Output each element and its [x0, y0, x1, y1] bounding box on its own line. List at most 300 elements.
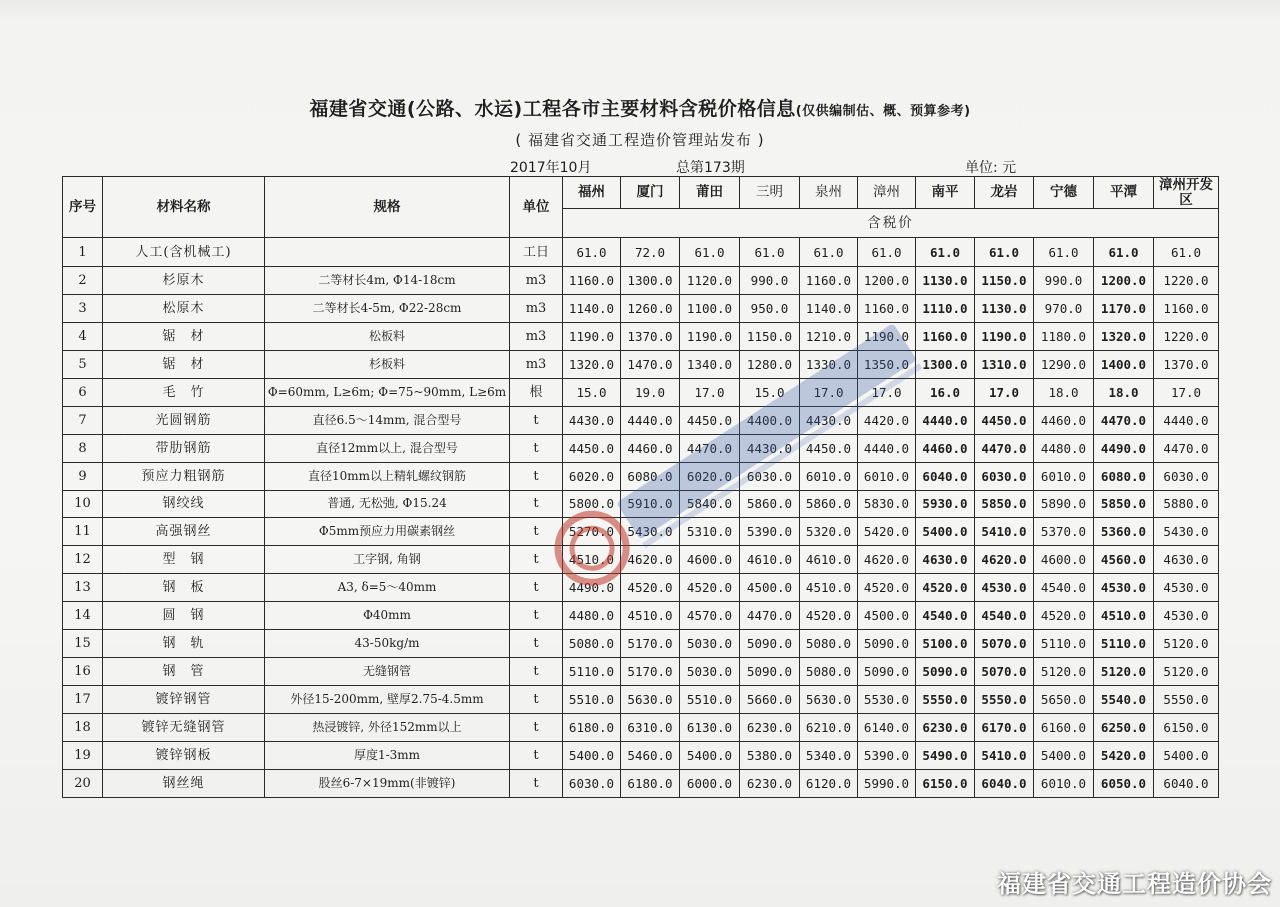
material-spec: A3, δ=5～40mm — [265, 574, 510, 602]
row-index: 11 — [63, 518, 103, 546]
price-cell: 5120.0 — [1154, 630, 1219, 658]
row-index: 20 — [63, 769, 103, 797]
price-cell: 6140.0 — [858, 714, 916, 742]
price-cell: 5090.0 — [916, 658, 975, 686]
header-city: 漳州 — [858, 177, 916, 209]
price-cell: 1160.0 — [916, 322, 975, 350]
price-cell: 6010.0 — [1034, 769, 1094, 797]
material-name: 镀锌钢板 — [103, 741, 265, 769]
price-cell: 4470.0 — [680, 434, 740, 462]
price-cell: 6230.0 — [740, 769, 800, 797]
material-unit: 工日 — [510, 238, 563, 267]
price-cell: 4540.0 — [916, 602, 975, 630]
document-subtitle: ( 福建省交通工程造价管理站发布 ) — [515, 131, 765, 149]
title-main: 福建省交通(公路、水运)工程各市主要材料含税价格信息 — [309, 98, 796, 120]
material-name: 光圆钢筋 — [103, 406, 265, 434]
material-spec: 工字钢, 角钢 — [265, 546, 510, 574]
material-spec: 杉板料 — [265, 350, 510, 378]
price-cell: 990.0 — [1034, 267, 1094, 295]
price-cell: 1320.0 — [563, 350, 621, 378]
price-cell: 4630.0 — [916, 546, 975, 574]
row-index: 17 — [63, 686, 103, 714]
price-cell: 4540.0 — [1034, 574, 1094, 602]
header-city: 三明 — [740, 177, 800, 209]
material-spec: 二等材长4m, Φ14-18cm — [265, 267, 510, 295]
price-cell: 1150.0 — [740, 322, 800, 350]
material-name: 钢丝绳 — [103, 769, 265, 797]
price-cell: 1170.0 — [1094, 294, 1154, 322]
price-cell: 4620.0 — [621, 546, 680, 574]
material-unit: t — [510, 741, 563, 769]
price-cell: 5630.0 — [621, 686, 680, 714]
table-row — [63, 490, 1219, 518]
price-cell: 4500.0 — [858, 602, 916, 630]
row-index: 18 — [63, 714, 103, 742]
price-cell: 6150.0 — [1154, 714, 1219, 742]
price-cell: 4560.0 — [1094, 546, 1154, 574]
price-cell: 1320.0 — [1094, 322, 1154, 350]
table-row — [63, 434, 1219, 462]
table-row — [63, 238, 1219, 267]
price-cell: 4490.0 — [1094, 434, 1154, 462]
price-cell: 5860.0 — [800, 490, 858, 518]
price-cell: 5120.0 — [1154, 658, 1219, 686]
row-index: 12 — [63, 546, 103, 574]
price-cell: 4630.0 — [1154, 546, 1219, 574]
price-cell: 5930.0 — [916, 490, 975, 518]
price-cell: 6180.0 — [621, 769, 680, 797]
price-cell: 4520.0 — [1034, 602, 1094, 630]
header-city: 福州 — [563, 177, 621, 209]
header-city: 宁德 — [1034, 177, 1094, 209]
price-cell: 5850.0 — [1094, 490, 1154, 518]
price-cell: 950.0 — [740, 294, 800, 322]
price-cell: 5460.0 — [621, 741, 680, 769]
price-cell: 61.0 — [1034, 238, 1094, 267]
price-cell: 1330.0 — [800, 350, 858, 378]
price-cell: 4460.0 — [916, 434, 975, 462]
price-cell: 4450.0 — [680, 406, 740, 434]
price-cell: 5860.0 — [740, 490, 800, 518]
header-unit: 单位 — [510, 177, 563, 238]
price-cell: 1200.0 — [1094, 267, 1154, 295]
price-cell: 5080.0 — [800, 658, 858, 686]
price-cell: 1160.0 — [858, 294, 916, 322]
material-spec: 厚度1-3mm — [265, 741, 510, 769]
price-cell: 6210.0 — [800, 714, 858, 742]
price-cell: 5120.0 — [1094, 658, 1154, 686]
price-cell: 61.0 — [975, 238, 1034, 267]
material-unit: t — [510, 546, 563, 574]
price-cell: 5420.0 — [1094, 741, 1154, 769]
price-cell: 1190.0 — [680, 322, 740, 350]
row-index: 13 — [63, 574, 103, 602]
row-index: 10 — [63, 490, 103, 518]
price-cell: 5380.0 — [740, 741, 800, 769]
price-cell: 1470.0 — [621, 350, 680, 378]
price-cell: 5110.0 — [1034, 630, 1094, 658]
row-index: 1 — [63, 238, 103, 267]
table-row — [63, 322, 1219, 350]
price-cell: 6230.0 — [916, 714, 975, 742]
price-cell: 61.0 — [800, 238, 858, 267]
price-cell: 1310.0 — [975, 350, 1034, 378]
price-cell: 6310.0 — [621, 714, 680, 742]
material-spec: Φ5mm预应力用碳素钢丝 — [265, 518, 510, 546]
price-cell: 1160.0 — [1154, 294, 1219, 322]
price-cell: 4460.0 — [1034, 406, 1094, 434]
table-row — [63, 630, 1219, 658]
price-cell: 4470.0 — [1094, 406, 1154, 434]
price-cell: 6010.0 — [800, 462, 858, 490]
price-cell: 5270.0 — [563, 518, 621, 546]
price-cell: 1140.0 — [800, 294, 858, 322]
price-cell: 4600.0 — [1034, 546, 1094, 574]
price-cell: 4620.0 — [975, 546, 1034, 574]
price-cell: 61.0 — [1154, 238, 1219, 267]
price-cell: 5530.0 — [858, 686, 916, 714]
material-unit: t — [510, 406, 563, 434]
price-cell: 5320.0 — [800, 518, 858, 546]
material-spec: 直径12mm以上, 混合型号 — [265, 434, 510, 462]
table-row — [63, 741, 1219, 769]
price-cell: 4470.0 — [740, 602, 800, 630]
table-row — [63, 462, 1219, 490]
material-name: 杉原木 — [103, 267, 265, 295]
price-cell: 1150.0 — [975, 267, 1034, 295]
price-cell: 4470.0 — [975, 434, 1034, 462]
price-cell: 1370.0 — [621, 322, 680, 350]
row-index: 6 — [63, 378, 103, 406]
price-cell: 5070.0 — [975, 630, 1034, 658]
price-cell: 5170.0 — [621, 658, 680, 686]
price-cell: 4520.0 — [858, 574, 916, 602]
price-cell: 4450.0 — [800, 434, 858, 462]
row-index: 8 — [63, 434, 103, 462]
price-cell: 17.0 — [975, 378, 1034, 406]
material-name: 高强钢丝 — [103, 518, 265, 546]
price-table — [62, 176, 1219, 798]
material-spec: Φ40mm — [265, 602, 510, 630]
price-cell: 4450.0 — [975, 406, 1034, 434]
table-row — [63, 714, 1219, 742]
price-cell: 5400.0 — [680, 741, 740, 769]
price-cell: 4530.0 — [1154, 574, 1219, 602]
price-cell: 5660.0 — [740, 686, 800, 714]
price-cell: 1190.0 — [975, 322, 1034, 350]
material-unit: t — [510, 602, 563, 630]
price-cell: 5120.0 — [1034, 658, 1094, 686]
price-cell: 1350.0 — [858, 350, 916, 378]
price-cell: 61.0 — [680, 238, 740, 267]
material-unit: 根 — [510, 378, 563, 406]
price-cell: 5840.0 — [680, 490, 740, 518]
price-cell: 6030.0 — [563, 769, 621, 797]
price-cell: 1160.0 — [563, 267, 621, 295]
table-row — [63, 350, 1219, 378]
price-cell: 4540.0 — [975, 602, 1034, 630]
header-city: 泉州 — [800, 177, 858, 209]
material-spec: 外径15-200mm, 壁厚2.75-4.5mm — [265, 686, 510, 714]
price-cell: 6020.0 — [680, 462, 740, 490]
table-row — [63, 267, 1219, 295]
price-cell: 5510.0 — [563, 686, 621, 714]
price-cell: 5910.0 — [621, 490, 680, 518]
price-cell: 4510.0 — [800, 574, 858, 602]
price-cell: 1280.0 — [740, 350, 800, 378]
price-cell: 6250.0 — [1094, 714, 1154, 742]
price-cell: 5390.0 — [740, 518, 800, 546]
price-cell: 4480.0 — [1034, 434, 1094, 462]
header-city: 漳州开发区 — [1154, 177, 1219, 209]
price-cell: 4430.0 — [800, 406, 858, 434]
material-name: 松原木 — [103, 294, 265, 322]
header-city: 南平 — [916, 177, 975, 209]
price-cell: 4570.0 — [680, 602, 740, 630]
material-name: 型 钢 — [103, 546, 265, 574]
price-cell: 6000.0 — [680, 769, 740, 797]
row-index: 16 — [63, 658, 103, 686]
price-cell: 61.0 — [858, 238, 916, 267]
price-cell: 5370.0 — [1034, 518, 1094, 546]
price-cell: 5030.0 — [680, 630, 740, 658]
price-cell: 1300.0 — [916, 350, 975, 378]
price-cell: 5400.0 — [916, 518, 975, 546]
price-cell: 6030.0 — [1154, 462, 1219, 490]
price-cell: 61.0 — [1094, 238, 1154, 267]
material-unit: t — [510, 574, 563, 602]
price-cell: 4490.0 — [563, 574, 621, 602]
price-cell: 17.0 — [1154, 378, 1219, 406]
table-row — [63, 658, 1219, 686]
price-cell: 4400.0 — [740, 406, 800, 434]
material-unit: m3 — [510, 294, 563, 322]
issue-date: 2017年10月 — [510, 160, 592, 176]
price-cell: 1110.0 — [916, 294, 975, 322]
price-cell: 4440.0 — [621, 406, 680, 434]
price-cell: 4530.0 — [1094, 574, 1154, 602]
price-cell: 72.0 — [621, 238, 680, 267]
material-name: 毛 竹 — [103, 378, 265, 406]
material-unit: t — [510, 686, 563, 714]
document-title — [0, 94, 1280, 121]
material-unit: t — [510, 658, 563, 686]
price-cell: 6030.0 — [740, 462, 800, 490]
material-unit: t — [510, 490, 563, 518]
price-cell: 5880.0 — [1154, 490, 1219, 518]
price-cell: 4440.0 — [1154, 406, 1219, 434]
price-cell: 5890.0 — [1034, 490, 1094, 518]
price-cell: 5400.0 — [563, 741, 621, 769]
price-cell: 1140.0 — [563, 294, 621, 322]
price-cell: 5430.0 — [621, 518, 680, 546]
price-cell: 4610.0 — [800, 546, 858, 574]
price-cell: 6040.0 — [916, 462, 975, 490]
price-cell: 1220.0 — [1154, 322, 1219, 350]
material-name: 锯 材 — [103, 322, 265, 350]
price-cell: 1200.0 — [858, 267, 916, 295]
material-name: 圆 钢 — [103, 602, 265, 630]
price-cell: 1220.0 — [1154, 267, 1219, 295]
price-cell: 990.0 — [740, 267, 800, 295]
price-cell: 5630.0 — [800, 686, 858, 714]
price-cell: 6230.0 — [740, 714, 800, 742]
price-cell: 5170.0 — [621, 630, 680, 658]
price-cell: 5400.0 — [1154, 741, 1219, 769]
price-cell: 5430.0 — [1154, 518, 1219, 546]
header-city: 厦门 — [621, 177, 680, 209]
price-cell: 4520.0 — [800, 602, 858, 630]
price-cell: 5030.0 — [680, 658, 740, 686]
material-spec: 热浸镀锌, 外径152mm以上 — [265, 714, 510, 742]
price-cell: 5110.0 — [563, 658, 621, 686]
price-cell: 5080.0 — [563, 630, 621, 658]
material-unit: t — [510, 714, 563, 742]
table-row — [63, 602, 1219, 630]
price-cell: 5420.0 — [858, 518, 916, 546]
price-cell: 4530.0 — [975, 574, 1034, 602]
price-cell: 1160.0 — [800, 267, 858, 295]
header-index: 序号 — [63, 177, 103, 238]
price-cell: 5550.0 — [975, 686, 1034, 714]
price-cell: 5510.0 — [680, 686, 740, 714]
price-cell: 1370.0 — [1154, 350, 1219, 378]
price-cell: 5110.0 — [1094, 630, 1154, 658]
price-cell: 4530.0 — [1154, 602, 1219, 630]
price-cell: 1340.0 — [680, 350, 740, 378]
material-name: 预应力粗钢筋 — [103, 462, 265, 490]
price-cell: 5990.0 — [858, 769, 916, 797]
header-price-group: 含税价 — [563, 209, 1219, 238]
price-cell: 6050.0 — [1094, 769, 1154, 797]
issue-number: 总第173期 — [676, 160, 745, 176]
price-cell: 1130.0 — [975, 294, 1034, 322]
price-cell: 6020.0 — [563, 462, 621, 490]
price-cell: 4450.0 — [563, 434, 621, 462]
material-spec: 无缝钢管 — [265, 658, 510, 686]
material-name: 锯 材 — [103, 350, 265, 378]
price-cell: 4470.0 — [1154, 434, 1219, 462]
price-cell: 4500.0 — [740, 574, 800, 602]
price-unit: 单位: 元 — [965, 160, 1017, 176]
material-spec: 普通, 无松弛, Φ15.24 — [265, 490, 510, 518]
price-cell: 17.0 — [800, 378, 858, 406]
material-name: 镀锌钢管 — [103, 686, 265, 714]
price-cell: 4430.0 — [563, 406, 621, 434]
price-cell: 1190.0 — [858, 322, 916, 350]
price-cell: 5410.0 — [975, 741, 1034, 769]
row-index: 19 — [63, 741, 103, 769]
row-index: 15 — [63, 630, 103, 658]
material-unit: m3 — [510, 267, 563, 295]
price-cell: 1210.0 — [800, 322, 858, 350]
price-cell: 5800.0 — [563, 490, 621, 518]
price-cell: 1120.0 — [680, 267, 740, 295]
price-cell: 6180.0 — [563, 714, 621, 742]
price-cell: 6030.0 — [975, 462, 1034, 490]
material-name: 带肋钢筋 — [103, 434, 265, 462]
header-city: 平潭 — [1094, 177, 1154, 209]
price-cell: 1100.0 — [680, 294, 740, 322]
table-row — [63, 546, 1219, 574]
row-index: 2 — [63, 267, 103, 295]
price-cell: 18.0 — [1094, 378, 1154, 406]
price-cell: 6040.0 — [975, 769, 1034, 797]
title-note: (仅供编制估、概、预算参考) — [795, 104, 971, 119]
price-cell: 5070.0 — [975, 658, 1034, 686]
table-row — [63, 686, 1219, 714]
price-cell: 6160.0 — [1034, 714, 1094, 742]
price-cell: 6120.0 — [800, 769, 858, 797]
price-cell: 5090.0 — [740, 630, 800, 658]
price-cell: 6040.0 — [1154, 769, 1219, 797]
price-cell: 5080.0 — [800, 630, 858, 658]
price-cell: 6130.0 — [680, 714, 740, 742]
row-index: 4 — [63, 322, 103, 350]
table-row — [63, 769, 1219, 797]
header-city: 莆田 — [680, 177, 740, 209]
price-cell: 4610.0 — [740, 546, 800, 574]
price-cell: 1300.0 — [621, 267, 680, 295]
price-cell: 1260.0 — [621, 294, 680, 322]
price-cell: 17.0 — [858, 378, 916, 406]
material-spec — [265, 238, 510, 267]
material-unit: t — [510, 518, 563, 546]
price-cell: 5360.0 — [1094, 518, 1154, 546]
price-cell: 19.0 — [621, 378, 680, 406]
price-cell: 17.0 — [680, 378, 740, 406]
price-cell: 5310.0 — [680, 518, 740, 546]
price-cell: 6080.0 — [1094, 462, 1154, 490]
price-cell: 4620.0 — [858, 546, 916, 574]
price-cell: 1130.0 — [916, 267, 975, 295]
price-cell: 4480.0 — [563, 602, 621, 630]
price-cell: 5400.0 — [1034, 741, 1094, 769]
material-name: 人工(含机械工) — [103, 238, 265, 267]
row-index: 7 — [63, 406, 103, 434]
price-cell: 5100.0 — [916, 630, 975, 658]
material-spec: 二等材长4-5m, Φ22-28cm — [265, 294, 510, 322]
price-cell: 6150.0 — [916, 769, 975, 797]
price-cell: 4440.0 — [916, 406, 975, 434]
price-cell: 5410.0 — [975, 518, 1034, 546]
price-cell: 4440.0 — [858, 434, 916, 462]
price-cell: 15.0 — [740, 378, 800, 406]
price-cell: 5550.0 — [916, 686, 975, 714]
material-name: 钢 管 — [103, 658, 265, 686]
price-cell: 4600.0 — [680, 546, 740, 574]
price-cell: 6010.0 — [858, 462, 916, 490]
table-row — [63, 294, 1219, 322]
price-cell: 6010.0 — [1034, 462, 1094, 490]
table-body — [63, 238, 1219, 798]
header-spec: 规格 — [265, 177, 510, 238]
price-cell: 1290.0 — [1034, 350, 1094, 378]
material-spec: 43-50kg/m — [265, 630, 510, 658]
material-name: 钢绞线 — [103, 490, 265, 518]
price-cell: 5650.0 — [1034, 686, 1094, 714]
price-cell: 5550.0 — [1154, 686, 1219, 714]
material-unit: t — [510, 434, 563, 462]
price-cell: 4430.0 — [740, 434, 800, 462]
material-unit: m3 — [510, 350, 563, 378]
material-name: 镀锌无缝钢管 — [103, 714, 265, 742]
price-cell: 5830.0 — [858, 490, 916, 518]
price-cell: 4520.0 — [680, 574, 740, 602]
price-cell: 5090.0 — [740, 658, 800, 686]
price-cell: 1400.0 — [1094, 350, 1154, 378]
row-index: 14 — [63, 602, 103, 630]
